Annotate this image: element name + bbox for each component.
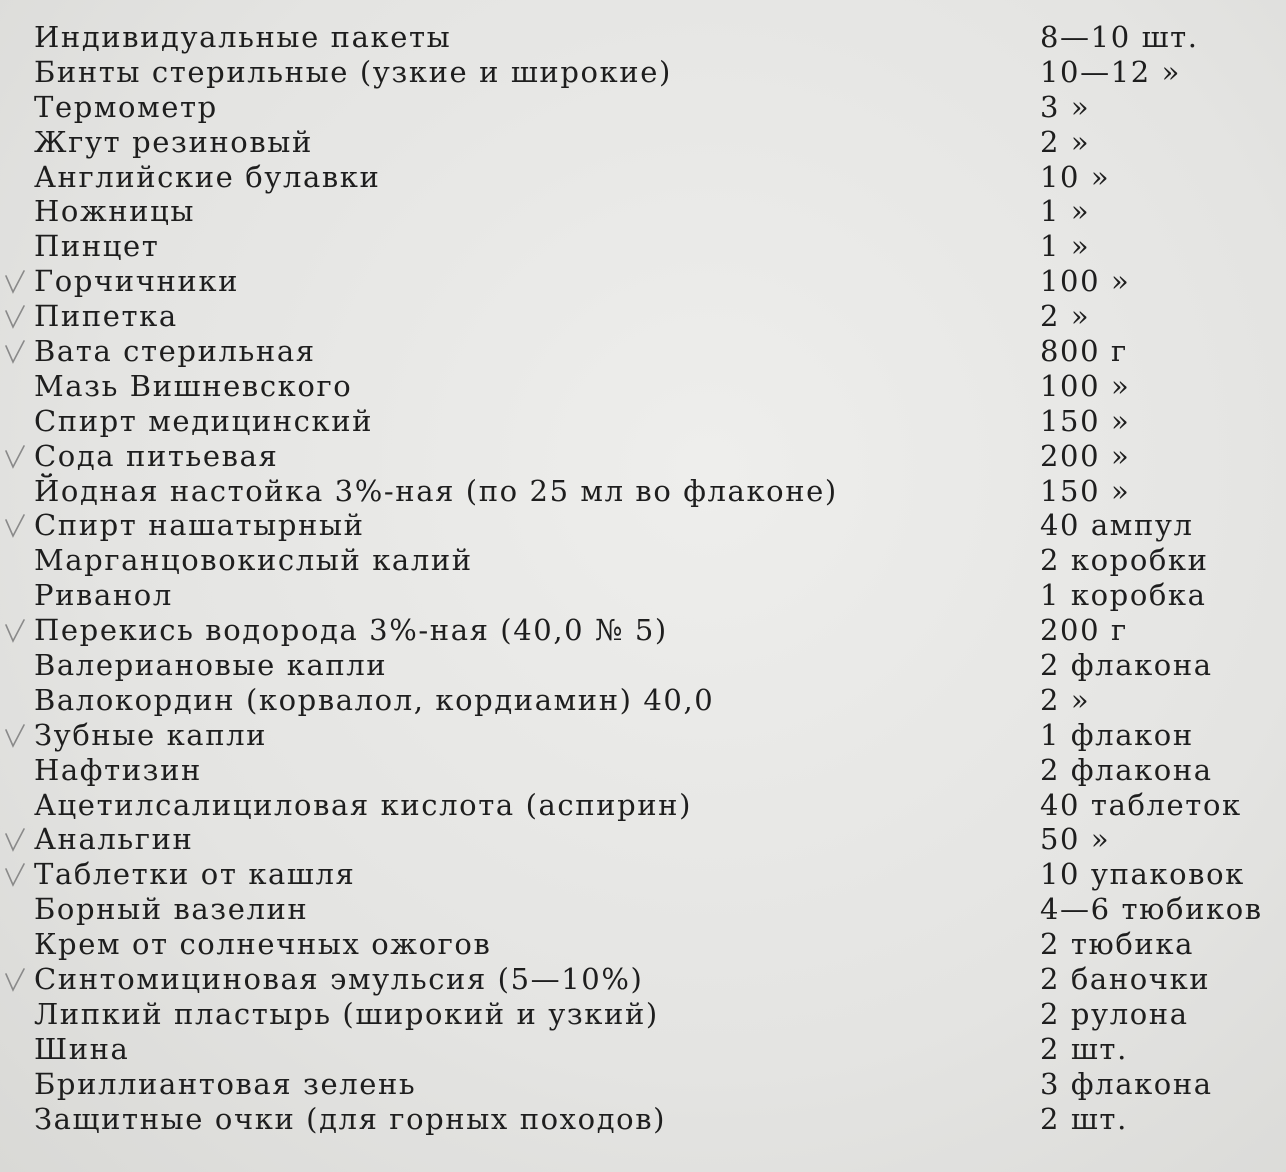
item-quantity: 1 коробка (1040, 578, 1207, 613)
list-item (0, 264, 1286, 299)
item-name: Йодная настойка 3%-ная (по 25 мл во флаконе) (34, 473, 838, 508)
list-item (0, 753, 1286, 788)
item-quantity: 100 » (1040, 368, 1131, 403)
item-quantity: 2 флакона (1040, 752, 1213, 787)
item-quantity: 10 упаковок (1040, 857, 1245, 892)
item-quantity: 10—12 » (1040, 54, 1181, 89)
list-item (0, 55, 1286, 90)
pencil-check-mark-icon (4, 863, 26, 889)
item-name: Бриллиантовая зелень (34, 1066, 417, 1101)
list-item (0, 369, 1286, 404)
pencil-check-mark-icon (4, 305, 26, 331)
item-quantity: 200 г (1040, 613, 1128, 648)
item-quantity: 2 коробки (1040, 543, 1209, 578)
item-quantity: 10 » (1040, 159, 1111, 194)
list-item (0, 334, 1286, 369)
list-item (0, 194, 1286, 229)
item-quantity: 150 » (1040, 403, 1131, 438)
pencil-check-mark-icon (4, 340, 26, 366)
item-quantity: 200 » (1040, 438, 1131, 473)
item-quantity: 150 » (1040, 473, 1131, 508)
item-quantity: 100 » (1040, 264, 1131, 299)
pencil-check-mark-icon (4, 828, 26, 854)
item-name: Валериановые капли (34, 648, 388, 683)
list-item (0, 1102, 1286, 1137)
item-name: Ацетилсалициловая кислота (аспирин) (34, 787, 693, 822)
item-name: Синтомициновая эмульсия (5—10%) (34, 962, 644, 997)
list-item (0, 613, 1286, 648)
list-item (0, 718, 1286, 753)
item-name: Горчичники (34, 264, 240, 299)
item-name: Жгут резиновый (34, 124, 313, 159)
item-quantity: 2 » (1040, 299, 1091, 334)
item-quantity: 2 » (1040, 682, 1091, 717)
list-item (0, 822, 1286, 857)
item-name: Пинцет (34, 229, 160, 264)
list-item (0, 927, 1286, 962)
list-item (0, 125, 1286, 160)
pencil-check-mark-icon (4, 724, 26, 750)
item-quantity: 1 » (1040, 194, 1091, 229)
item-quantity: 2 рулона (1040, 996, 1189, 1031)
item-name: Липкий пластырь (широкий и узкий) (34, 996, 659, 1031)
item-name: Зубные капли (34, 717, 268, 752)
item-quantity: 40 таблеток (1040, 787, 1242, 822)
list-item (0, 788, 1286, 823)
item-name: Спирт нашатырный (34, 508, 365, 543)
item-quantity: 1 флакон (1040, 717, 1194, 752)
item-name: Индивидуальные пакеты (34, 20, 452, 54)
list-item (0, 648, 1286, 683)
item-quantity: 3 флакона (1040, 1066, 1213, 1101)
item-quantity: 4—6 тюбиков (1040, 892, 1263, 927)
pencil-check-mark-icon (4, 514, 26, 540)
item-name: Нафтизин (34, 752, 202, 787)
pencil-check-mark-icon (4, 968, 26, 994)
first-aid-kit-list (0, 20, 1286, 1137)
list-item (0, 160, 1286, 195)
list-item (0, 404, 1286, 439)
item-quantity: 2 шт. (1040, 1101, 1128, 1136)
list-item (0, 1032, 1286, 1067)
item-quantity: 2 шт. (1040, 1031, 1128, 1066)
item-quantity: 3 » (1040, 89, 1091, 124)
list-item (0, 892, 1286, 927)
item-quantity: 1 » (1040, 229, 1091, 264)
item-name: Борный вазелин (34, 892, 309, 927)
item-quantity: 8—10 шт. (1040, 20, 1199, 54)
item-name: Защитные очки (для горных походов) (34, 1101, 667, 1136)
item-quantity: 50 » (1040, 822, 1111, 857)
item-name: Бинты стерильные (узкие и широкие) (34, 54, 672, 89)
item-name: Спирт медицинский (34, 403, 374, 438)
list-item (0, 1067, 1286, 1102)
item-name: Термометр (34, 89, 218, 124)
item-name: Крем от солнечных ожогов (34, 927, 492, 962)
list-item (0, 299, 1286, 334)
item-name: Валокордин (корвалол, кордиамин) 40,0 (34, 682, 715, 717)
item-name: Марганцовокислый калий (34, 543, 473, 578)
list-item (0, 997, 1286, 1032)
item-quantity: 2 баночки (1040, 962, 1211, 997)
list-item (0, 474, 1286, 509)
item-name: Английские булавки (34, 159, 381, 194)
list-item (0, 578, 1286, 613)
pencil-check-mark-icon (4, 270, 26, 296)
item-quantity: 2 » (1040, 124, 1091, 159)
item-name: Перекись водорода 3%-ная (40,0 № 5) (34, 613, 668, 648)
item-name: Вата стерильная (34, 334, 316, 369)
item-quantity: 800 г (1040, 334, 1128, 369)
list-item (0, 683, 1286, 718)
pencil-check-mark-icon (4, 445, 26, 471)
list-item (0, 229, 1286, 264)
list-item (0, 962, 1286, 997)
item-name: Сода питьевая (34, 438, 279, 473)
list-item (0, 439, 1286, 474)
list-item (0, 20, 1286, 55)
item-name: Пипетка (34, 299, 178, 334)
item-quantity: 40 ампул (1040, 508, 1194, 543)
item-name: Мазь Вишневского (34, 368, 353, 403)
item-name: Анальгин (34, 822, 194, 857)
list-item (0, 508, 1286, 543)
list-item (0, 857, 1286, 892)
item-quantity: 2 тюбика (1040, 927, 1194, 962)
item-name: Ножницы (34, 194, 196, 229)
pencil-check-mark-icon (4, 619, 26, 645)
item-name: Таблетки от кашля (34, 857, 356, 892)
list-item (0, 90, 1286, 125)
item-name: Риванол (34, 578, 173, 613)
item-name: Шина (34, 1031, 130, 1066)
list-item (0, 543, 1286, 578)
item-quantity: 2 флакона (1040, 648, 1213, 683)
